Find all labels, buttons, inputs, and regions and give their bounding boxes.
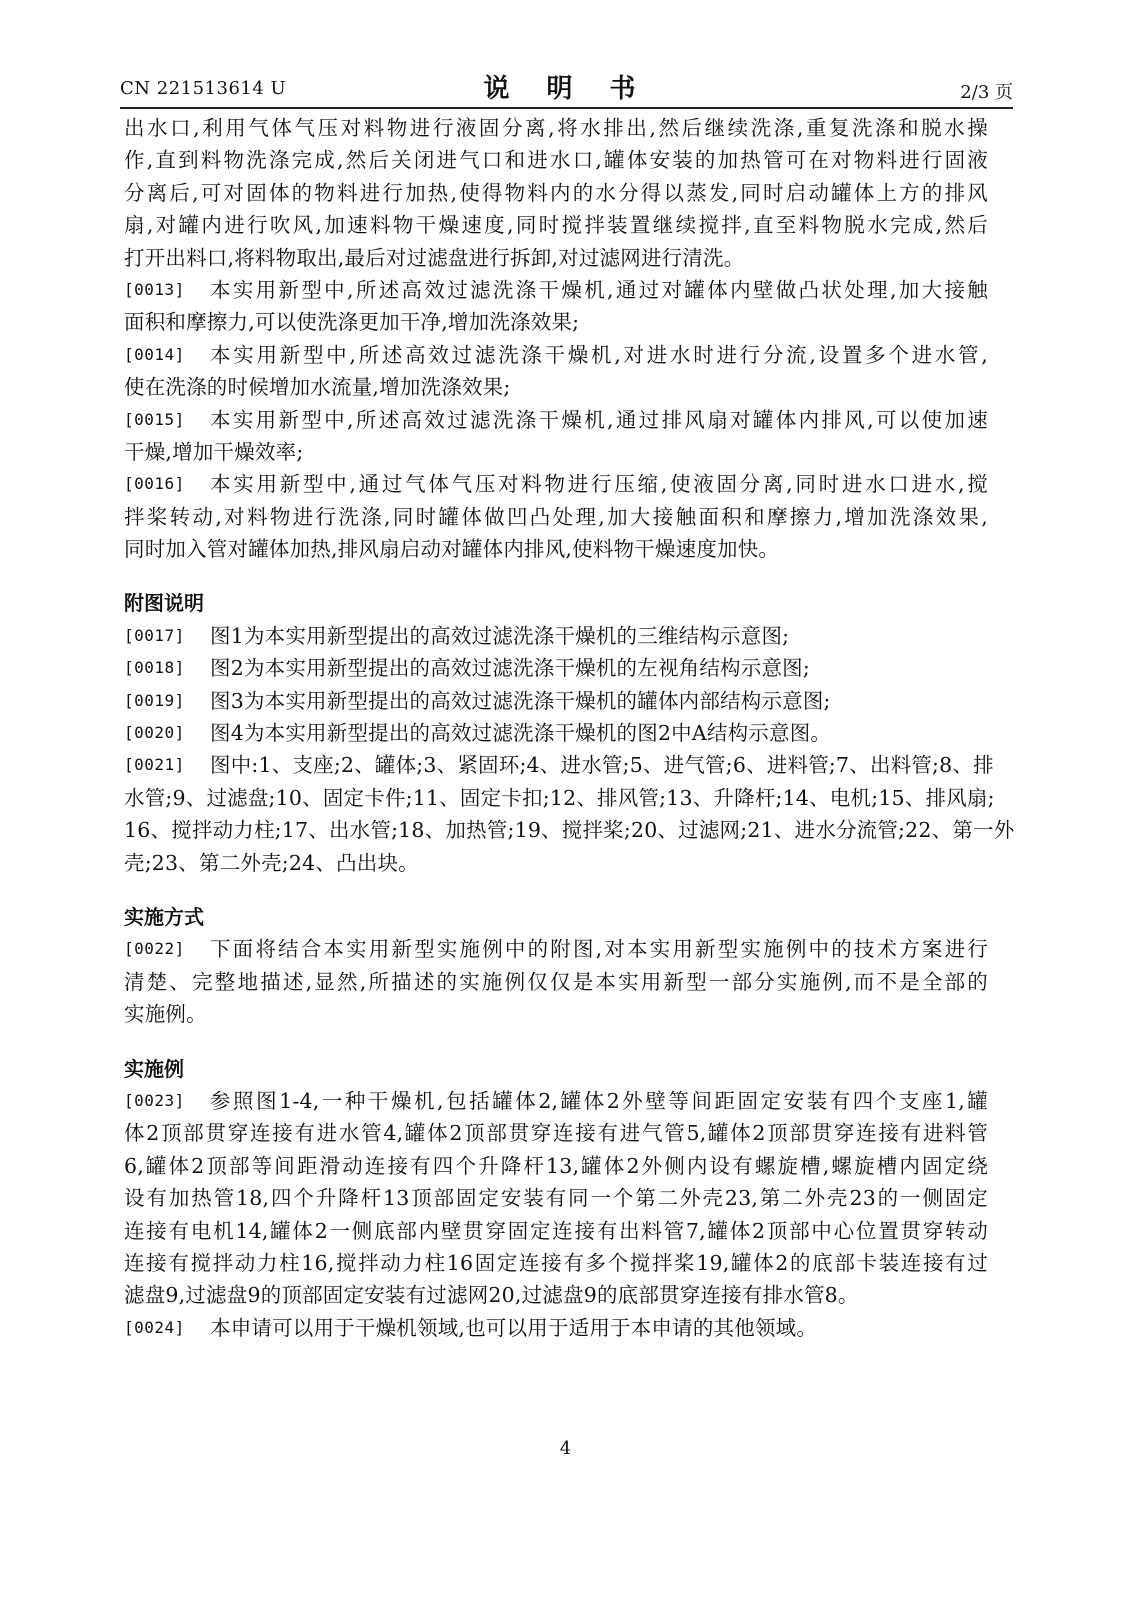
paragraph-0021	[124, 749, 1015, 879]
paragraph-0022	[124, 933, 988, 1030]
paragraph-0019	[124, 685, 988, 717]
paragraph-number: [0015]	[124, 409, 185, 429]
paragraph-0020	[124, 717, 988, 749]
text-line: 清楚、完整地描述,显然,所描述的实施例仅仅是本实用新型一部分实施例,而不是全部的	[124, 969, 988, 994]
text-line: 16、搅拌动力柱;17、出水管;18、加热管;19、搅拌桨;20、过滤网;21、进水分流管;22、第一外	[124, 818, 1015, 843]
paragraph-number: [0022]	[124, 939, 185, 959]
text-line: 使在洗涤的时候增加水流量,增加洗涤效果;	[124, 375, 511, 400]
text-line: 本实用新型中,所述高效过滤洗涤干燥机,通过对罐体内壁做凸状处理,加大接触	[210, 277, 988, 302]
paragraph-0017	[124, 620, 988, 652]
page-header	[120, 60, 1013, 110]
document-title: 说 明 书	[483, 74, 650, 104]
text-line: 出水口,利用气体气压对料物进行液固分离,将水排出,然后继续洗涤,重复洗涤和脱水操	[124, 116, 988, 140]
section-heading-embodiment: 实施例	[124, 1056, 184, 1081]
paragraph-number: [0021]	[124, 755, 185, 775]
header-divider	[120, 107, 1013, 109]
paragraph-number: [0016]	[124, 474, 185, 494]
intro-paragraph	[124, 112, 988, 274]
patent-number: CN 221513614 U	[120, 78, 287, 99]
paragraph-0016	[124, 468, 988, 565]
text-line: 参照图1-4,一种干燥机,包括罐体2,罐体2外壁等间距固定安装有四个支座1,罐	[210, 1088, 988, 1113]
text-line: 图3为本实用新型提出的高效过滤洗涤干燥机的罐体内部结构示意图;	[210, 688, 831, 713]
text-line: 图2为本实用新型提出的高效过滤洗涤干燥机的左视角结构示意图;	[210, 656, 810, 681]
text-line: 壳;23、第二外壳;24、凸出块。	[124, 850, 419, 875]
text-line: 打开出料口,将料物取出,最后对过滤盘进行拆卸,对过滤网进行清洗。	[124, 245, 745, 270]
paragraph-number: [0014]	[124, 344, 185, 364]
text-line: 实施例。	[124, 1002, 207, 1027]
text-line: 本实用新型中,所述高效过滤洗涤干燥机,对进水时进行分流,设置多个进水管,	[210, 342, 988, 367]
paragraph-0013	[124, 274, 988, 339]
text-line: 滤盘9,过滤盘9的顶部固定安装有过滤网20,过滤盘9的底部贯穿连接有排水管8。	[124, 1283, 859, 1308]
text-line: 连接有搅拌动力柱16,搅拌动力柱16固定连接有多个搅拌桨19,罐体2的底部卡装连接有过	[124, 1250, 988, 1275]
text-line: 面积和摩擦力,可以使洗涤更加干净,增加洗涤效果;	[124, 310, 580, 335]
text-line: 连接有电机14,罐体2一侧底部内壁贯穿固定连接有出料管7,罐体2顶部中心位置贯穿转动	[124, 1218, 988, 1243]
text-line: 本实用新型中,所述高效过滤洗涤干燥机,通过排风扇对罐体内排风,可以使加速	[210, 407, 988, 432]
paragraph-0018	[124, 652, 988, 684]
paragraph-0024	[124, 1312, 988, 1344]
text-line: 图1为本实用新型提出的高效过滤洗涤干燥机的三维结构示意图;	[210, 623, 790, 648]
page-indicator: 2/3 页	[960, 82, 1013, 103]
paragraph-number: [0019]	[124, 690, 185, 710]
text-line: 作,直到料物洗涤完成,然后关闭进气口和进水口,罐体安装的加热管可在对物料进行固液	[124, 148, 988, 173]
section-heading-drawings: 附图说明	[124, 591, 204, 616]
text-line: 水管;9、过滤盘;10、固定卡件;11、固定卡扣;12、排风管;13、升降杆;14、电机;15、排风扇;	[124, 785, 995, 810]
paragraph-number: [0020]	[124, 723, 185, 743]
text-line: 下面将结合本实用新型实施例中的附图,对本实用新型实施例中的技术方案进行	[210, 937, 988, 962]
page-number: 4	[559, 1438, 572, 1459]
text-line: 分离后,可对固体的物料进行加热,使得物料内的水分得以蒸发,同时启动罐体上方的排风	[124, 180, 988, 205]
text-line: 图中:1、支座;2、罐体;3、紧固环;4、进水管;5、进气管;6、进料管;7、出料管;8、排	[210, 753, 994, 778]
paragraph-0014	[124, 339, 988, 404]
paragraph-number: [0018]	[124, 658, 185, 678]
text-line: 本申请可以用于干燥机领域,也可以用于适用于本申请的其他领域。	[210, 1315, 818, 1340]
text-line: 体2顶部贯穿连接有进水管4,罐体2顶部贯穿连接有进气管5,罐体2顶部贯穿连接有进料管	[124, 1121, 988, 1146]
paragraph-number: [0017]	[124, 625, 185, 645]
text-line: 拌桨转动,对料物进行洗涤,同时罐体做凹凸处理,加大接触面积和摩擦力,增加洗涤效果,	[124, 504, 988, 529]
text-line: 扇,对罐内进行吹风,加速料物干燥速度,同时搅拌装置继续搅拌,直至料物脱水完成,然后	[124, 213, 988, 238]
text-line: 6,罐体2顶部等间距滑动连接有四个升降杆13,罐体2外侧内设有螺旋槽,螺旋槽内固定绕	[124, 1153, 988, 1178]
text-line: 设有加热管18,四个升降杆13顶部固定安装有同一个第二外壳23,第二外壳23的一侧固定	[124, 1186, 988, 1211]
paragraph-number: [0023]	[124, 1090, 185, 1110]
paragraph-number: [0024]	[124, 1317, 185, 1337]
text-line: 干燥,增加干燥效率;	[124, 439, 304, 464]
paragraph-number: [0013]	[124, 279, 185, 299]
text-line: 图4为本实用新型提出的高效过滤洗涤干燥机的图2中A结构示意图。	[210, 721, 832, 746]
text-line: 本实用新型中,通过气体气压对料物进行压缩,使液固分离,同时进水口进水,搅	[210, 472, 988, 497]
text-line: 同时加入管对罐体加热,排风扇启动对罐体内排风,使料物干燥速度加快。	[124, 537, 780, 562]
document-body	[124, 112, 1015, 1344]
section-heading-embodiment-mode: 实施方式	[124, 905, 204, 929]
paragraph-0015	[124, 404, 988, 469]
paragraph-0023	[124, 1085, 988, 1312]
